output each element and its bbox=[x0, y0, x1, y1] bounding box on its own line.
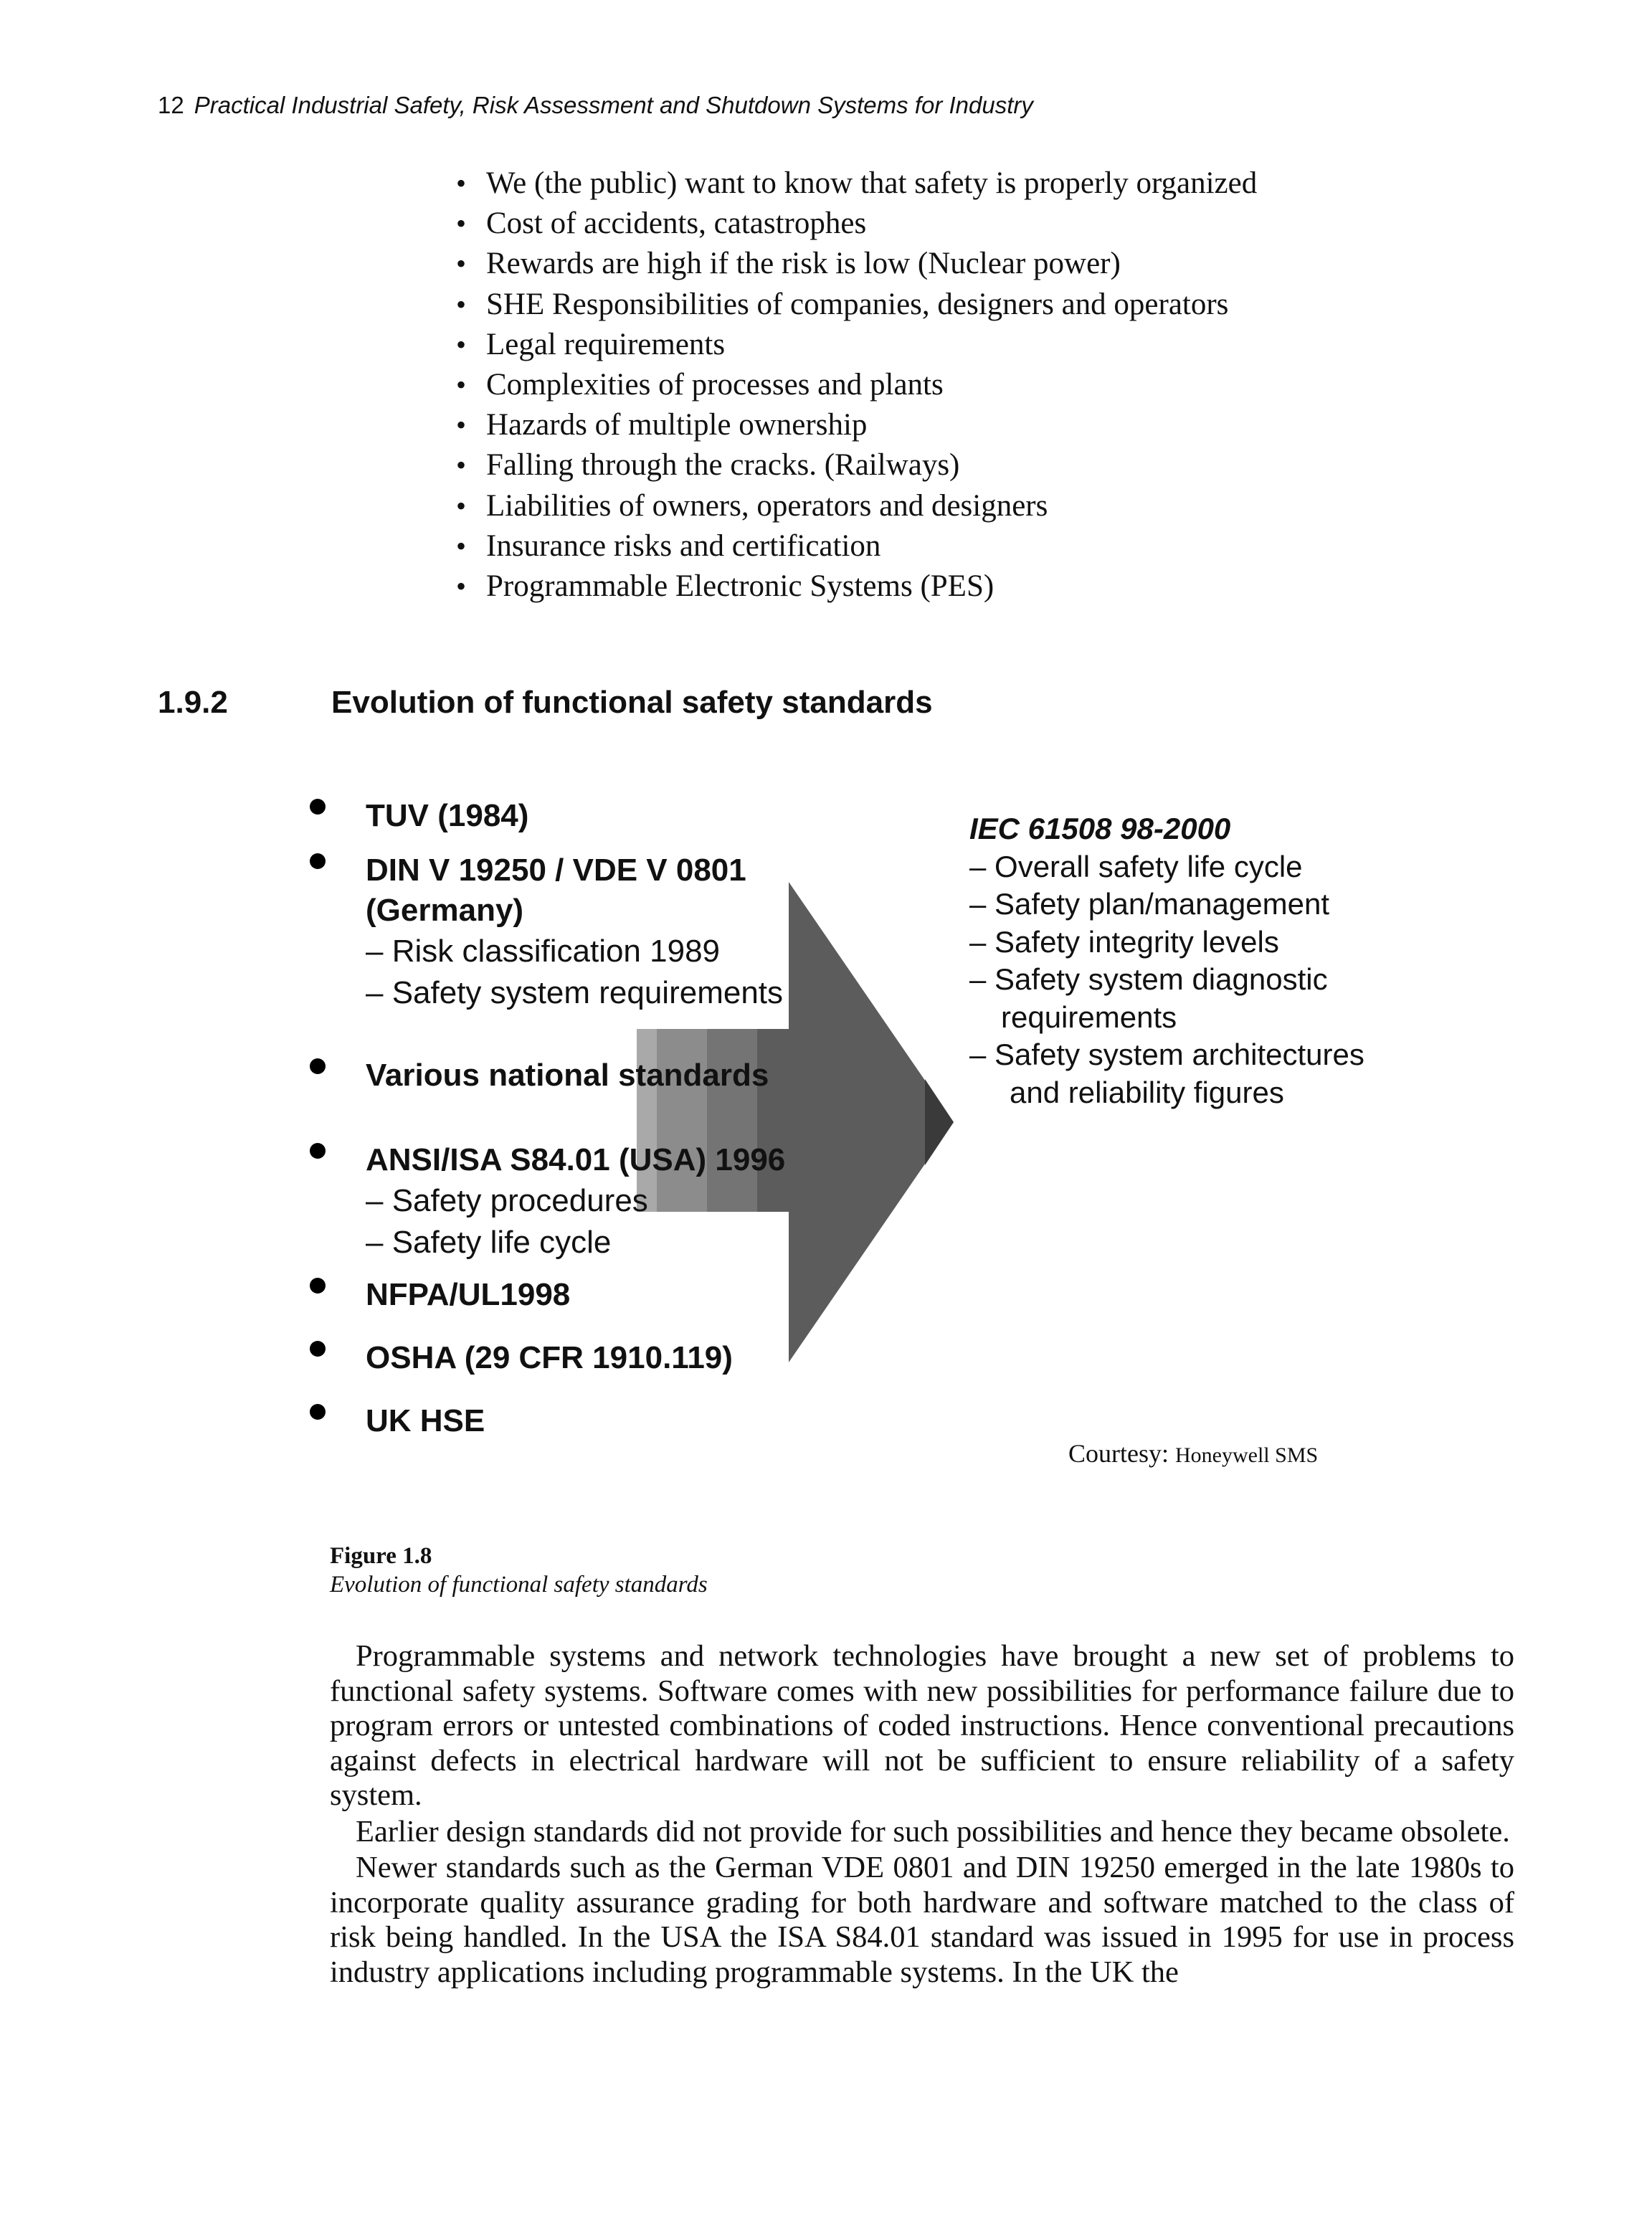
bullet-dot bbox=[310, 1404, 326, 1420]
bullet-dot bbox=[310, 1143, 326, 1159]
bullet-dot bbox=[310, 1341, 326, 1357]
list-item: • Legal requirements bbox=[456, 325, 1257, 365]
list-item: • Cost of accidents, catastrophes bbox=[456, 204, 1257, 244]
list-item: • Insurance risks and certification bbox=[456, 526, 1257, 566]
courtesy-label: Courtesy: bbox=[1068, 1439, 1169, 1468]
standard-item bbox=[310, 796, 955, 836]
courtesy-note bbox=[1068, 1438, 1318, 1468]
courtesy-source: Honeywell SMS bbox=[1175, 1443, 1319, 1467]
bullet-dot bbox=[310, 799, 326, 815]
standard-item bbox=[310, 1275, 955, 1315]
page-number: 12 bbox=[158, 92, 184, 118]
iec-item: – Safety system diagnostic bbox=[969, 962, 1328, 996]
running-title: Practical Industrial Safety, Risk Assessment and Shutdown Systems for Industry bbox=[194, 92, 1033, 118]
list-item: • Hazards of multiple ownership bbox=[456, 405, 1257, 445]
list-item: • SHE Responsibilities of companies, designers and operators bbox=[456, 285, 1257, 325]
standard-title: DIN V 19250 / VDE V 0801 bbox=[366, 853, 746, 888]
standard-title: UK HSE bbox=[366, 1403, 485, 1438]
standard-detail: – Safety procedures bbox=[366, 1183, 648, 1218]
bullet-dot bbox=[310, 1058, 326, 1074]
standard-title: ANSI/ISA S84.01 (USA) 1996 bbox=[366, 1142, 786, 1177]
list-item: • Liabilities of owners, operators and designers bbox=[456, 486, 1257, 526]
list-item: • We (the public) want to know that safety is properly organized bbox=[456, 163, 1257, 204]
legacy-standards-list bbox=[310, 796, 955, 1441]
standard-item bbox=[310, 1055, 955, 1096]
iec-item-continued: and reliability figures bbox=[1010, 1075, 1284, 1109]
paragraph: Earlier design standards did not provide for such possibilities and hence they became obsolete. bbox=[356, 1814, 1510, 1849]
list-item: • Complexities of processes and plants bbox=[456, 365, 1257, 405]
section-number: 1.9.2 bbox=[158, 685, 228, 720]
standard-title: OSHA (29 CFR 1910.119) bbox=[366, 1340, 733, 1375]
figure-label: Figure 1.8 bbox=[330, 1543, 432, 1569]
paragraph: Programmable systems and network technologies have brought a new set of problems to functional safety systems. Software comes with new possibilities for performance failure due to program errors or untested combinations of coded instructions. Hence conventional precautions against defects in electrical hardware will not be sufficient to ensure reliability of a safety system. bbox=[330, 1639, 1514, 1812]
list-item: • Programmable Electronic Systems (PES) bbox=[456, 566, 1257, 607]
standard-item bbox=[310, 1140, 955, 1263]
section-title: Evolution of functional safety standards bbox=[331, 685, 933, 720]
standard-title-line2: (Germany) bbox=[366, 893, 524, 928]
body-text bbox=[330, 1639, 1514, 1991]
iec-title: IEC 61508 98-2000 bbox=[969, 812, 1231, 845]
standard-detail: – Safety life cycle bbox=[366, 1225, 612, 1260]
standard-detail: – Safety system requirements bbox=[366, 975, 784, 1010]
standard-title: TUV (1984) bbox=[366, 798, 529, 833]
iec-61508-box bbox=[969, 810, 1364, 1111]
iec-item: – Overall safety life cycle bbox=[969, 849, 1303, 883]
standard-item bbox=[310, 850, 955, 1014]
figure-caption: Evolution of functional safety standards bbox=[330, 1572, 708, 1598]
standard-detail: – Risk classification 1989 bbox=[366, 934, 721, 969]
paragraph: Newer standards such as the German VDE 0801 and DIN 19250 emerged in the late 1980s to incorporate quality assurance grading for both hardware and software matched to the class of risk being handled. In the USA the ISA S84.01 standard was issued in 1995 for use in process industry applications including programmable systems. In the UK the bbox=[330, 1851, 1514, 1989]
iec-item: – Safety integrity levels bbox=[969, 924, 1279, 959]
list-item: • Rewards are high if the risk is low (Nuclear power) bbox=[456, 244, 1257, 284]
standard-item bbox=[310, 1338, 955, 1378]
iec-item-continued: requirements bbox=[1001, 1000, 1177, 1034]
standard-item bbox=[310, 1401, 955, 1441]
standard-title: NFPA/UL1998 bbox=[366, 1277, 571, 1312]
bullet-dot bbox=[310, 853, 326, 869]
bullet-dot bbox=[310, 1278, 326, 1294]
iec-item: – Safety plan/management bbox=[969, 887, 1329, 921]
list-item: • Falling through the cracks. (Railways) bbox=[456, 445, 1257, 485]
standard-title: Various national standards bbox=[366, 1058, 769, 1093]
iec-item: – Safety system architectures bbox=[969, 1038, 1364, 1071]
